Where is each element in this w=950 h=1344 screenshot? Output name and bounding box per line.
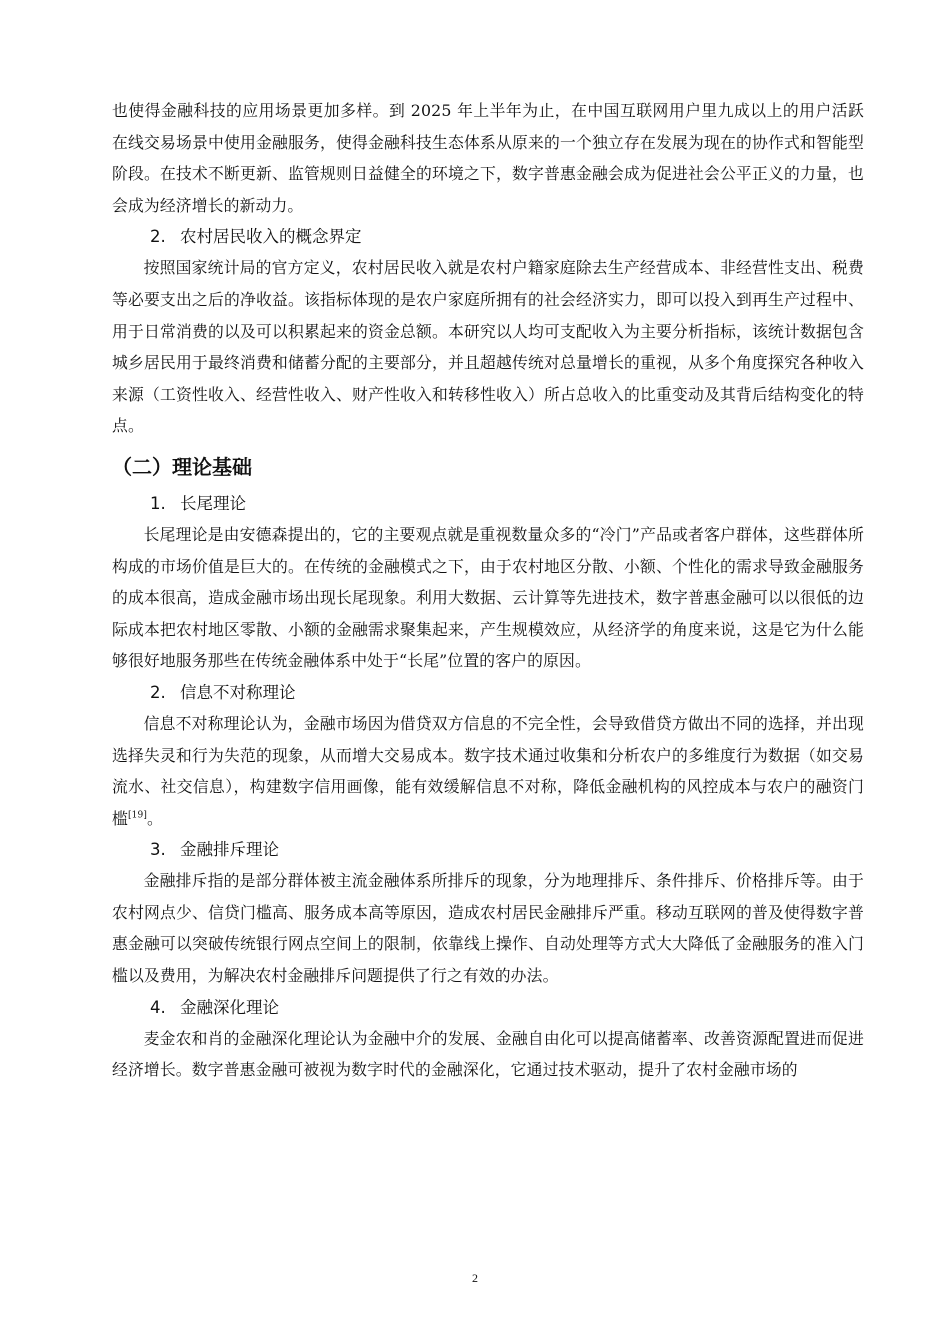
heading-information-asymmetry: [112, 677, 864, 708]
paragraph-text: 信息不对称理论认为，金融市场因为借贷双方信息的不完全性，会导致借贷方做出不同的选择，并出现选择失灵和行为失范的现象，从而增大交易成本。数字技术通过收集和分析农户的多维度行为数据（如交易流水、社交信息），构建数字信用画像，能有效缓解信息不对称，降低金融机构的风控成本与农户的融资门槛: [112, 713, 864, 828]
heading-number: 2.: [150, 227, 166, 247]
heading-number: 1.: [150, 493, 166, 513]
heading-number: 3.: [150, 840, 166, 860]
heading-financial-deepening: [112, 992, 864, 1023]
heading-text: 长尾理论: [180, 493, 246, 513]
paragraph-fintech-continuation: 也使得金融科技的应用场景更加多样。到 2025 年上半年为止，在中国互联网用户里九成以上的用户活跃在线交易场景中使用金融服务，使得金融科技生态体系从原来的一个独立存在发展为现在的协作式和智能型阶段。在技术不断更新、监管规则日益健全的环境之下，数字普惠金融会成为促进社会公平正义的力量，也会成为经济增长的新动力。: [112, 101, 864, 215]
heading-text: 农村居民收入的概念界定: [180, 227, 362, 247]
section-heading-theory: （二）理论基础: [112, 454, 252, 479]
paragraph-financial-deepening: 麦金农和肖的金融深化理论认为金融中介的发展、金融自由化可以提高储蓄率、改善资源配置进而促进经济增长。数字普惠金融可被视为数字时代的金融深化，它通过技术驱动，提升了农村金融市场的: [112, 1028, 864, 1080]
paragraph-end: 。: [147, 808, 163, 828]
heading-number: 2.: [150, 682, 166, 702]
heading-text: 金融深化理论: [180, 997, 279, 1017]
paragraph-rural-income: 按照国家统计局的官方定义，农村居民收入就是农村户籍家庭除去生产经营成本、非经营性支出、税费等必要支出之后的净收益。该指标体现的是农户家庭所拥有的社会经济实力，即可以投入到再生产过程中、用于日常消费的以及可以积累起来的资金总额。本研究以人均可支配收入为主要分析指标，该统计数据包含城乡居民用于最终消费和储蓄分配的主要部分，并且超越传统对总量增长的重视，从多个角度探究各种收入来源（工资性收入、经营性收入、财产性收入和转移性收入）所占总收入的比重变动及其背后结构变化的特点。: [112, 258, 864, 436]
paragraph-financial-exclusion: 金融排斥指的是部分群体被主流金融体系所排斥的现象，分为地理排斥、条件排斥、价格排斥等。由于农村网点少、信贷门槛高、服务成本高等原因，造成农村居民金融排斥严重。移动互联网的普及使得数字普惠金融可以突破传统银行网点空间上的限制，依靠线上操作、自动处理等方式大大降低了金融服务的准入门槛以及费用，为解决农村金融排斥问题提供了行之有效的办法。: [112, 871, 864, 986]
paragraph-information-asymmetry: [112, 708, 864, 834]
page-body: [112, 95, 864, 1086]
heading-text: 金融排斥理论: [180, 840, 279, 860]
heading-long-tail: [112, 488, 864, 519]
citation-reference: [19]: [127, 810, 148, 821]
heading-number: 4.: [150, 997, 166, 1017]
heading-text: 信息不对称理论: [180, 682, 296, 702]
paragraph-long-tail: 长尾理论是由安德森提出的，它的主要观点就是重视数量众多的“冷门”产品或者客户群体，这些群体所构成的市场价值是巨大的。在传统的金融模式之下，由于农村地区分散、小额、个性化的需求导致金融服务的成本很高，造成金融市场出现长尾现象。利用大数据、云计算等先进技术，数字普惠金融可以以很低的边际成本把农村地区零散、小额的金融需求聚集起来，产生规模效应，从经济学的角度来说，这是它为什么能够很好地服务那些在传统金融体系中处于“长尾”位置的客户的原因。: [112, 524, 864, 671]
page-number: 2: [472, 1271, 478, 1285]
heading-rural-income: [112, 221, 864, 252]
heading-financial-exclusion: [112, 834, 864, 865]
